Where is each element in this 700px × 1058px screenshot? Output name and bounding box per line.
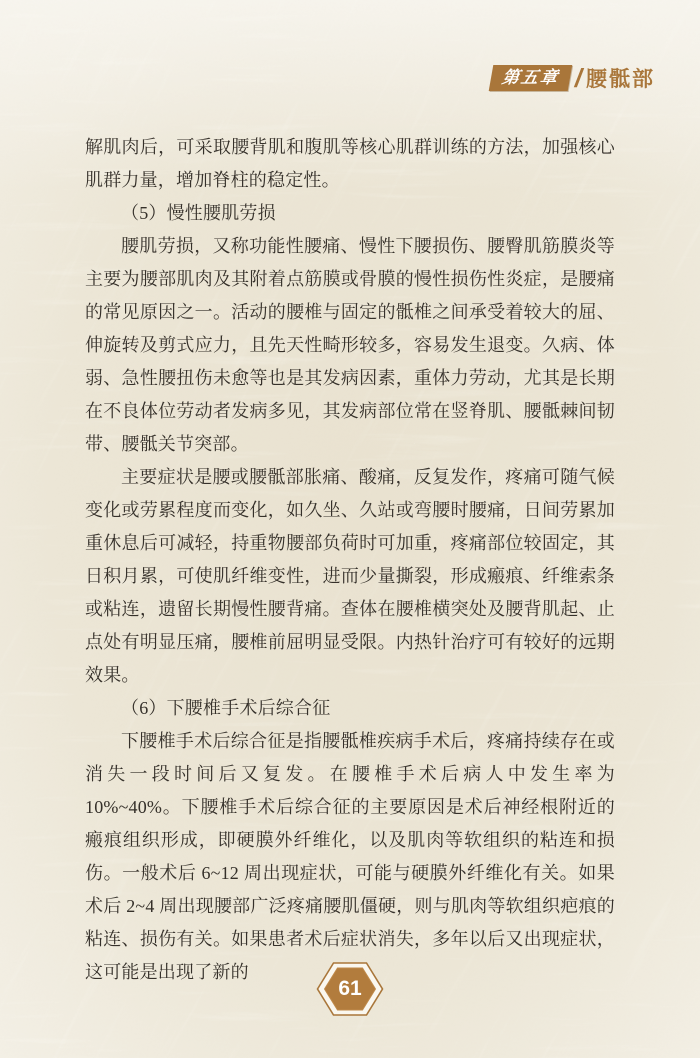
paragraph: 下腰椎手术后综合征是指腰骶椎疾病手术后，疼痛持续存在或消失一段时间后又复发。在腰椎手术后病人中发生率为 10%~40%。下腰椎手术后综合征的主要原因是术后神经根附近的瘢痕组织形成，即硬膜外纤维化，以及肌肉等软组织的粘连和损伤。一般术后 6~12 周出现症状，可能与硬膜外纤维化有关。如果术后 2~4 周出现腰部广泛疼痛腰肌僵硬，则与肌肉等软组织疤痕的粘连、损伤有关。如果患者术后症状消失，多年以后又出现症状，这可能是出现了新的 [85, 731, 615, 982]
chapter-header [491, 63, 655, 93]
header-slash-divider: / [574, 63, 582, 93]
page-footer [316, 960, 384, 1018]
subheading: （5）慢性腰肌劳损 [121, 203, 276, 223]
paragraph: 解肌肉后，可采取腰背肌和腹肌等核心肌群训练的方法，加强核心肌群力量，增加脊柱的稳定性。 [85, 137, 615, 190]
paragraph: 腰肌劳损，又称功能性腰痛、慢性下腰损伤、腰臀肌筋膜炎等主要为腰部肌肉及其附着点筋膜或骨膜的慢性损伤性炎症，是腰痛的常见原因之一。活动的腰椎与固定的骶椎之间承受着较大的屈、伸旋转及剪式应力，且先天性畸形较多，容易发生退变。久病、体弱、急性腰扭伤未愈等也是其发病因素，重体力劳动，尤其是长期在不良体位劳动者发病多见，其发病部位常在竖脊肌、腰骶棘间韧带、腰骶关节突部。 [85, 236, 615, 454]
page-number: 61 [338, 977, 362, 1000]
page-body [85, 131, 615, 989]
subheading: （6）下腰椎手术后综合征 [121, 698, 331, 718]
section-title: 腰骶部 [586, 68, 655, 91]
chapter-badge [488, 65, 572, 91]
paragraph: 主要症状是腰或腰骶部胀痛、酸痛，反复发作，疼痛可随气候变化或劳累程度而变化，如久坐、久站或弯腰时腰痛，日间劳累加重休息后可减轻，持重物腰部负荷时可加重，疼痛部位较固定，其日积月累，可使肌纤维变性，进而少量撕裂，形成瘢痕、纤维索条或粘连，遗留长期慢性腰背痛。查体在腰椎横突处及腰背肌起、止点处有明显压痛，腰椎前屈明显受限。内热针治疗可有较好的远期效果。 [85, 467, 615, 685]
chapter-badge-label: 第五章 [500, 68, 561, 87]
